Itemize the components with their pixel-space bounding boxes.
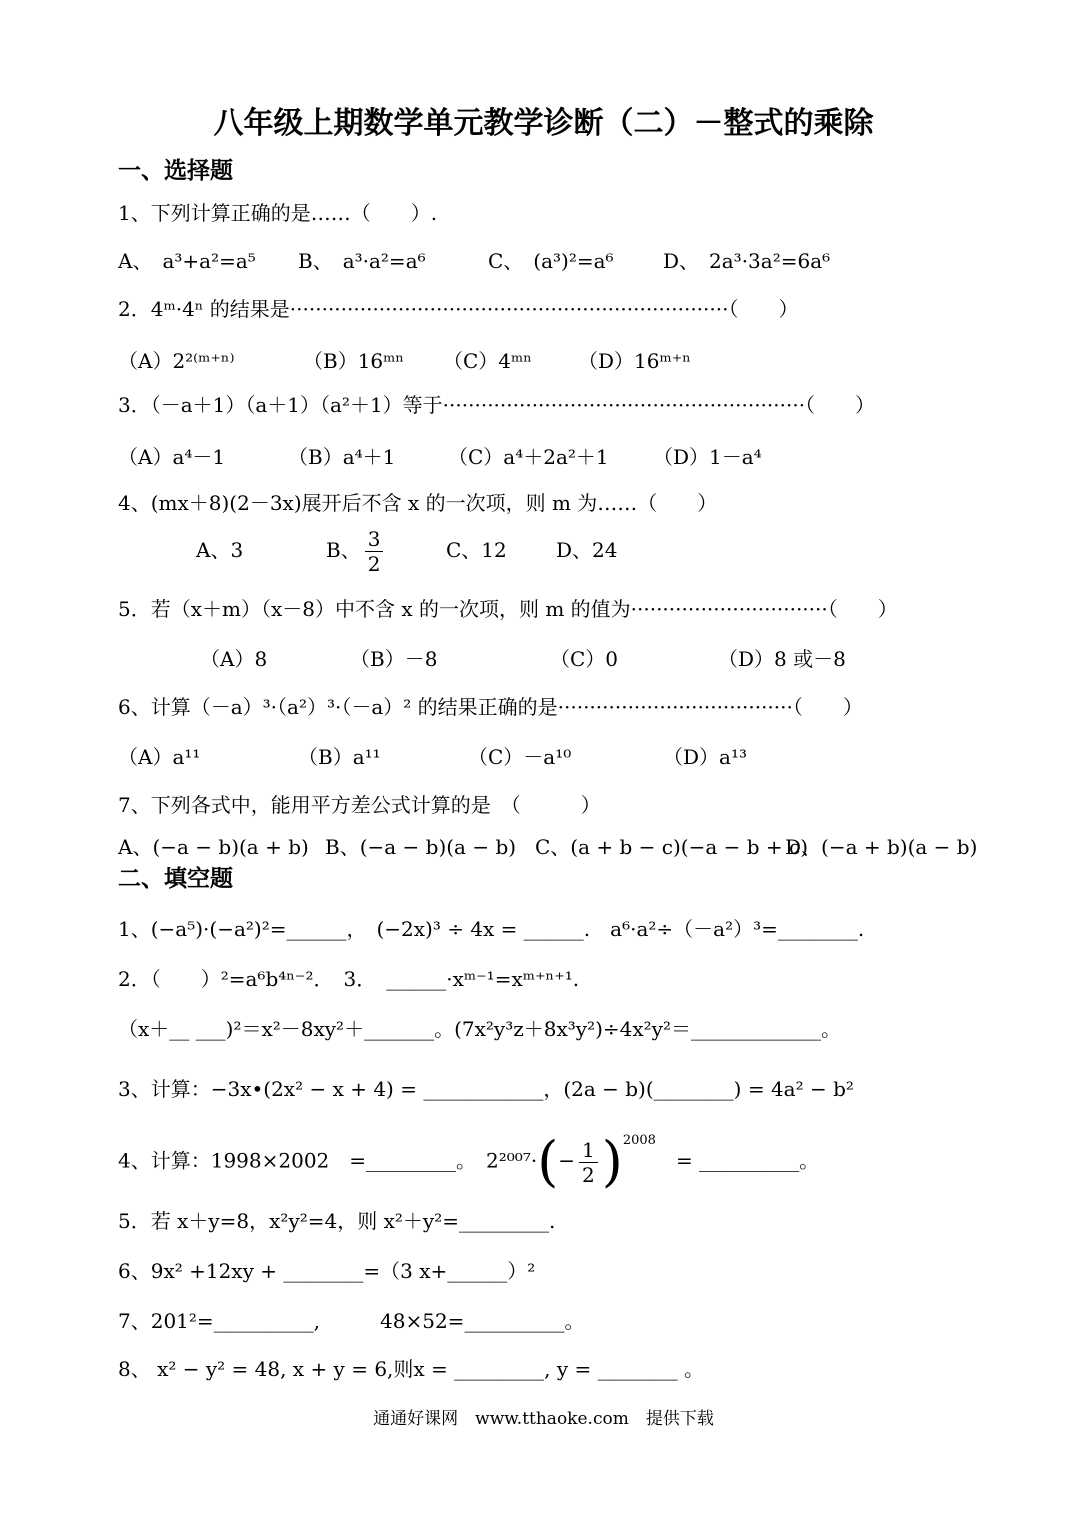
option-d: D、24: [556, 538, 618, 562]
option-b: （B）a⁴＋1: [288, 445, 396, 469]
option-d: D、 2a³·3a²=6a⁶: [663, 249, 831, 273]
fraction-denominator: 2: [582, 1162, 595, 1187]
exponent: 2008: [622, 1133, 656, 1148]
option-b: B、 a³·a²=a⁶: [298, 249, 426, 273]
mc-question-3: 3．（－a＋1）（a＋1）（a²＋1）等于·························································（ ）: [118, 393, 876, 417]
option-c: （C）－a¹⁰: [468, 745, 572, 769]
left-paren: (: [537, 1130, 559, 1194]
fill-question-3: 3、计算：−3x•(2x² − x + 4) = ____________，(2a − b)(________) = 4a² − b²: [118, 1077, 854, 1101]
fill-question-2: 2．（ ）²=a⁶b⁴ⁿ⁻²． 3． ______·xᵐ⁻¹=xᵐ⁺ⁿ⁺¹.: [118, 967, 580, 991]
option-b: （B）16ᵐⁿ: [303, 349, 405, 373]
section-heading-choice: 一、选择题: [118, 157, 233, 184]
fraction: [579, 1138, 598, 1187]
option-a: （A）a¹¹: [118, 745, 201, 769]
fraction-numerator: 3: [365, 527, 384, 552]
fill-question-8: 8、 x² − y² = 48, x + y = 6,则x = _________, y = ________ 。: [118, 1357, 705, 1381]
fill-question-5: 5．若 x＋y=8，x²y²=4，则 x²＋y²=_________.: [118, 1209, 556, 1233]
option-b-prefix: B、: [326, 538, 361, 562]
option-a: （A）2²⁽ᵐ⁺ⁿ⁾: [118, 349, 235, 373]
fill-question-4-prefix: 4、计算：1998×2002 =_________。 2²⁰⁰⁷·: [118, 1148, 538, 1173]
option-d: （D）a¹³: [663, 745, 747, 769]
mc-question-1: 1、下列计算正确的是……（ ）.: [118, 201, 438, 225]
minus-sign: −: [558, 1148, 576, 1173]
fill-question-7: 7、201²=__________, 48×52=__________。: [118, 1309, 585, 1333]
fraction-numerator: 1: [579, 1138, 598, 1163]
option-a: A、(−a − b)(a + b): [118, 835, 309, 859]
page-title: 八年级上期数学单元教学诊断（二）－整式的乘除: [213, 106, 874, 141]
mc-question-6: 6、计算（－a）³·（a²）³·（－a）² 的结果正确的是·····································（ ）: [118, 695, 863, 719]
mc-question-1-options: [118, 248, 830, 274]
option-a: A、3: [196, 538, 244, 562]
mc-question-2: 2．4ᵐ·4ⁿ 的结果是·····································································（ ）: [118, 297, 799, 321]
option-b: （B）－8: [350, 647, 438, 671]
option-a: （A）8: [200, 647, 268, 671]
fill-question-4: [118, 1124, 819, 1194]
option-d: （D）1－a⁴: [653, 445, 762, 469]
option-c: C、 (a³)²=a⁶: [488, 249, 614, 273]
option-a: A、 a³+a²=a⁵: [118, 249, 256, 273]
option-c: C、12: [446, 538, 507, 562]
option-c: （C）0: [550, 647, 619, 671]
mc-question-4-options: [196, 526, 617, 576]
fill-question-6: 6、9x² +12xy + ________=（3 x+______）²: [118, 1259, 536, 1283]
option-d: D、(−a + b)(a − b): [785, 835, 978, 859]
fill-question-4-suffix: = __________。: [655, 1148, 820, 1173]
fill-question-1: 1、(−a⁵)·(−a²)²=______， (−2x)³ ÷ 4x = ______. a⁶·a²÷（－a²）³=________.: [118, 917, 865, 941]
mc-question-5: 5．若（x＋m）（x－8）中不含 x 的一次项，则 m 的值为·······························（ ）: [118, 597, 898, 621]
option-b: B、(−a − b)(a − b): [325, 835, 517, 859]
fraction: [365, 527, 384, 576]
option-d: （D）16ᵐ⁺ⁿ: [578, 349, 691, 373]
mc-question-3-options: [118, 444, 762, 470]
mc-question-2-options: [118, 348, 691, 374]
option-b: （B）a¹¹: [298, 745, 381, 769]
option-a: （A）a⁴－1: [118, 445, 226, 469]
mc-question-5-options: [200, 646, 846, 672]
mc-question-4: 4、(mx＋8)(2－3x)展开后不含 x 的一次项，则 m 为……（ ）: [118, 491, 718, 515]
right-paren: ): [601, 1130, 623, 1194]
mc-question-7-options: [118, 834, 977, 860]
section-heading-fill: 二、填空题: [118, 865, 233, 892]
option-c: C、(a + b − c)(−a − b + c): [535, 835, 809, 859]
option-d: （D）8 或－8: [718, 647, 846, 671]
page-footer: 通通好课网 www.tthaoke.com 提供下载: [373, 1409, 714, 1429]
option-c: （C）4ᵐⁿ: [443, 349, 532, 373]
option-c: （C）a⁴＋2a²＋1: [448, 445, 609, 469]
option-b: [326, 526, 446, 576]
fill-question-2b: （x＋__ ___)²＝x²－8xy²＋_______。(7x²y³z＋8x³y²)÷4x²y²＝_____________。: [118, 1017, 841, 1041]
fraction-denominator: 2: [367, 552, 381, 576]
mc-question-6-options: [118, 744, 747, 770]
mc-question-7: 7、下列各式中，能用平方差公式计算的是 （ ）: [118, 793, 601, 817]
